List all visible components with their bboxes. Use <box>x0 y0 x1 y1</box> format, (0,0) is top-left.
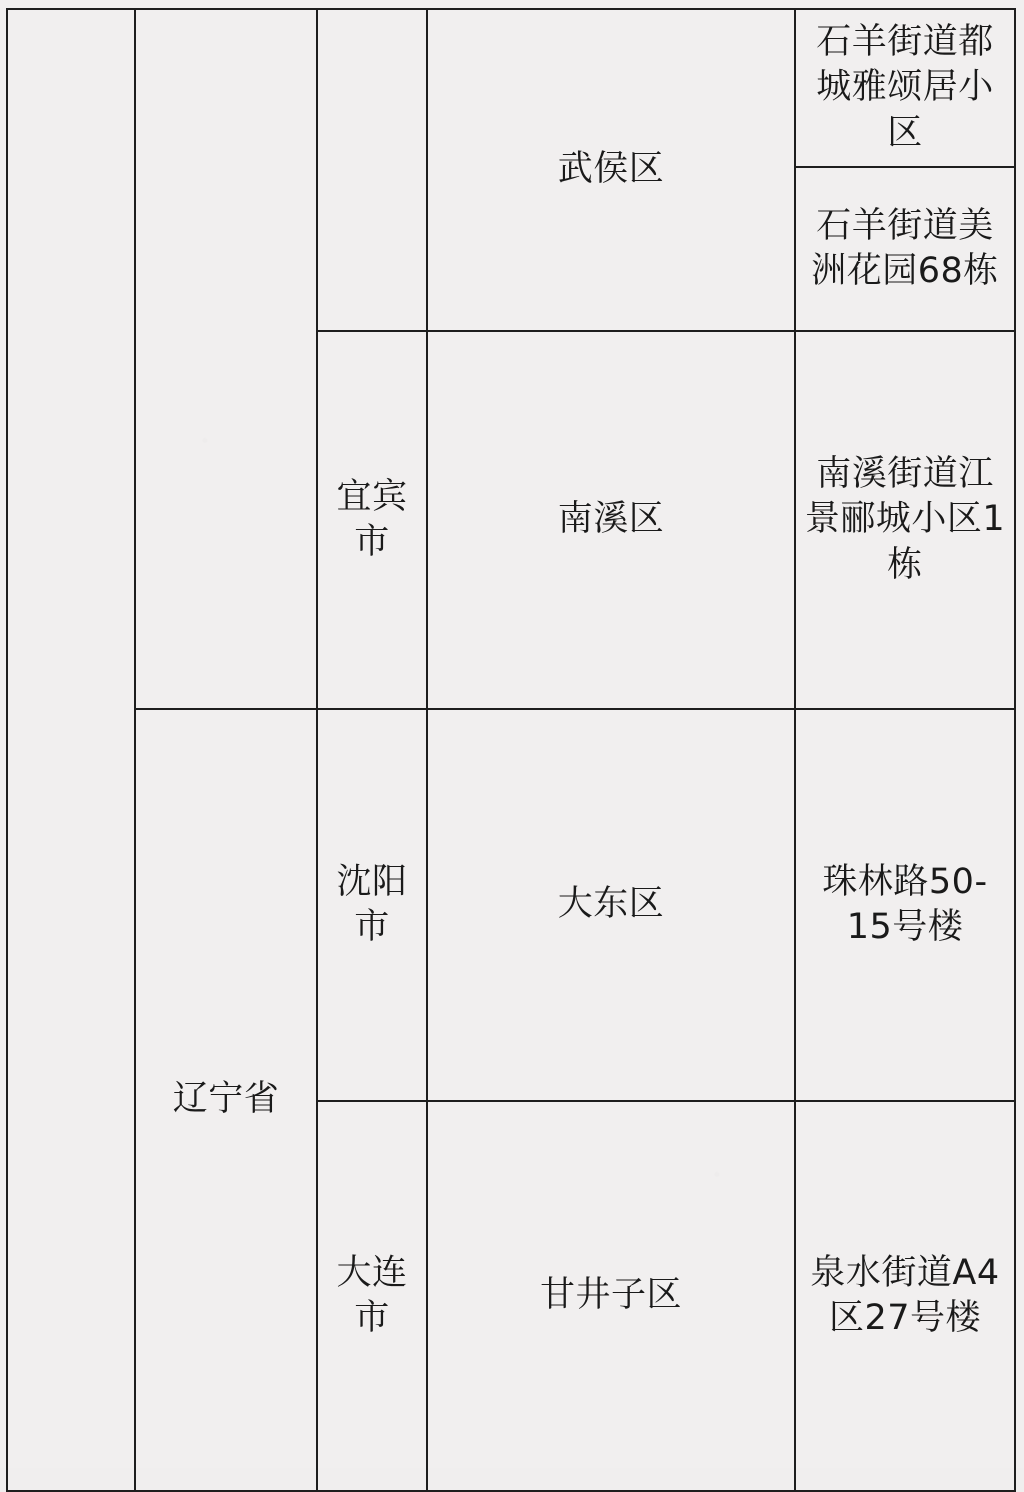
address-cell: 珠林路50-15号楼 <box>795 709 1015 1101</box>
city-cell-shenyang: 沈阳市 <box>317 709 427 1101</box>
table-row <box>7 9 1015 167</box>
table-row <box>7 709 1015 1101</box>
city-cell-yibin: 宜宾市 <box>317 331 427 709</box>
city-cell-dalian: 大连市 <box>317 1101 427 1491</box>
address-cell: 石羊街道都城雅颂居小区 <box>795 9 1015 167</box>
district-cell-wuhou: 武侯区 <box>427 9 795 331</box>
district-cell-nanxi: 南溪区 <box>427 331 795 709</box>
address-cell: 泉水街道A4区27号楼 <box>795 1101 1015 1491</box>
district-cell-ganjingzi: 甘井子区 <box>427 1101 795 1491</box>
province-cell-liaoning: 辽宁省 <box>135 709 317 1491</box>
city-cell-chengdu <box>317 9 427 331</box>
row-marker-cell <box>7 9 135 1491</box>
risk-area-table <box>6 8 1016 1492</box>
province-cell-sichuan <box>135 9 317 709</box>
district-cell-dadong: 大东区 <box>427 709 795 1101</box>
address-cell: 南溪街道江景郦城小区1栋 <box>795 331 1015 709</box>
address-cell: 石羊街道美洲花园68栋 <box>795 167 1015 331</box>
